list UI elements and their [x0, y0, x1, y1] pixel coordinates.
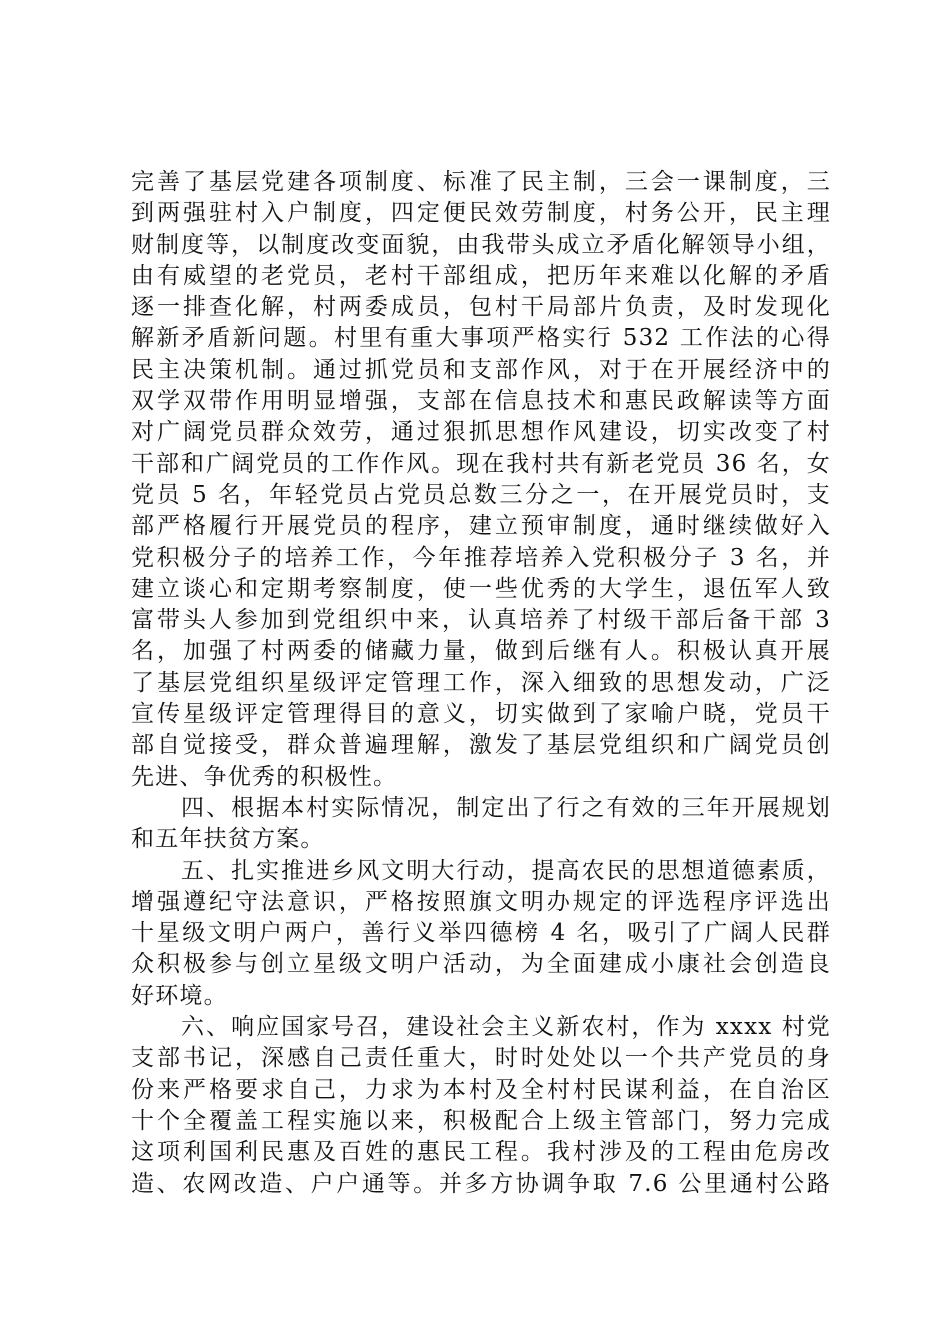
paragraph-start-line: 五、扎实推进乡风文明大行动，提高农民的思想道德素质， [131, 857, 831, 884]
text-line: 了基层党组织星级评定管理工作，深入细致的思想发动，广泛 [131, 669, 831, 696]
text-line: 十个全覆盖工程实施以来，积极配合上级主管部门，努力完成 [131, 1107, 831, 1134]
text-line: 十星级文明户两户，善行义举四德榜 4 名，吸引了广阔人民群 [131, 920, 831, 947]
text-line: 完善了基层党建各项制度、标准了民主制，三会一课制度，三 [131, 169, 831, 195]
paragraph-end-line: 好环境。 [131, 982, 228, 1009]
text-line: 解新矛盾新问题。村里有重大事项严格实行 532 工作法的心得 [131, 325, 831, 352]
text-line: 部自觉接受，群众普遍理解，激发了基层党组织和广阔党员创 [131, 732, 831, 759]
text-line: 份来严格要求自己，力求为本村及全村村民谋利益，在自治区 [131, 1076, 831, 1103]
text-line: 名，加强了村两委的储藏力量，做到后继有人。积极认真开展 [131, 638, 831, 665]
text-line: 对广阔党员群众效劳，通过狠抓思想作风建设，切实改变了村 [131, 419, 831, 446]
text-line: 财制度等，以制度改变面貌，由我带头成立矛盾化解领导小组， [131, 231, 831, 258]
paragraph-start-line: 四、根据本村实际情况，制定出了行之有效的三年开展规划 [131, 794, 831, 821]
text-line: 干部和广阔党员的工作作风。现在我村共有新老党员 36 名，女 [131, 450, 831, 477]
text-line: 这项利国利民惠及百姓的惠民工程。我村涉及的工程由危房改 [131, 1139, 831, 1166]
paragraph-start-line: 六、响应国家号召，建设社会主义新农村，作为 xxxx 村党 [131, 1014, 831, 1041]
text-line: 党积极分子的培养工作，今年推荐培养入党积极分子 3 名，并 [131, 544, 831, 571]
text-line: 民主决策机制。通过抓党员和支部作风，对于在开展经济中的 [131, 356, 831, 383]
text-line: 宣传星级评定管理得目的意义，切实做到了家喻户晓，党员干 [131, 701, 831, 728]
text-line: 支部书记，深感自己责任重大，时时处处以一个共产党员的身 [131, 1045, 831, 1072]
text-line: 党员 5 名，年轻党员占党员总数三分之一，在开展党员时，支 [131, 481, 831, 508]
paragraph-end-line: 和五年扶贫方案。 [131, 826, 325, 853]
text-line: 到两强驻村入户制度，四定便民效劳制度，村务公开，民主理 [131, 200, 831, 227]
paragraph-end-line: 先进、争优秀的积极性。 [131, 763, 398, 790]
text-line: 造、农网改造、户户通等。并多方协调争取 7.6 公里通村公路 [131, 1170, 831, 1197]
text-line: 部严格履行开展党员的程序，建立预审制度，通时继续做好入 [131, 513, 831, 540]
text-line: 双学双带作用明显增强，支部在信息技术和惠民政解读等方面 [131, 388, 831, 415]
body-text [131, 167, 831, 1200]
text-line: 建立谈心和定期考察制度，使一些优秀的大学生，退伍军人致 [131, 575, 831, 602]
text-line: 逐一排查化解，村两委成员，包村干局部片负责，及时发现化 [131, 294, 831, 321]
text-line: 由有威望的老党员，老村干部组成，把历年来难以化解的矛盾 [131, 262, 831, 289]
text-line: 众积极参与创立星级文明户活动，为全面建成小康社会创造良 [131, 951, 831, 978]
text-line: 增强遵纪守法意识，严格按照旗文明办规定的评选程序评选出 [131, 888, 831, 915]
text-line: 富带头人参加到党组织中来，认真培养了村级干部后备干部 3 [131, 607, 831, 634]
